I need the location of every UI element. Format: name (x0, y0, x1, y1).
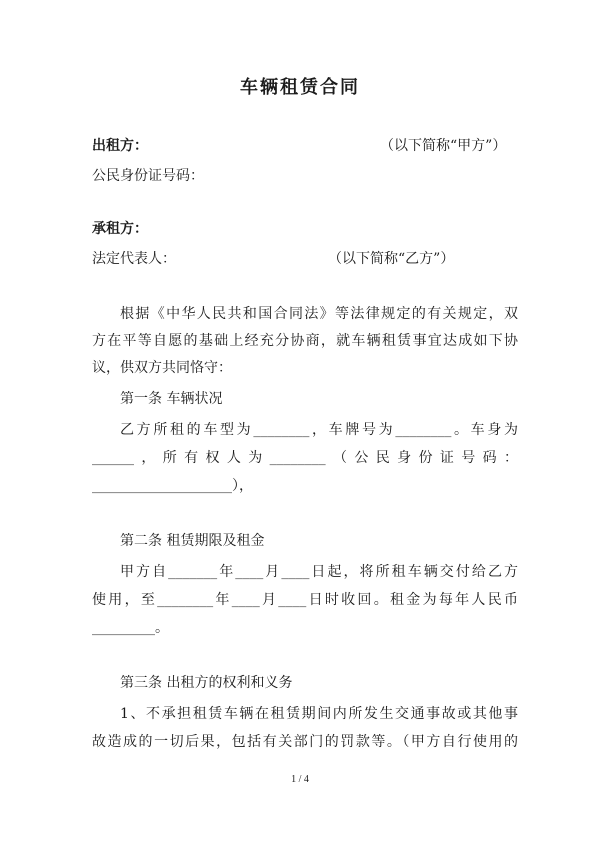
lessor-alias: （以下简称“甲方”） (380, 138, 507, 154)
lessor-id-label: 公民身份证号码： (92, 168, 204, 184)
lessee-alias: （以下简称“乙方”） (328, 251, 455, 267)
lessor-label: 出租方： (92, 138, 148, 154)
article-1-heading: 第一条 车辆状况 (120, 391, 223, 407)
article-1-line-3: ____________________）， (92, 478, 253, 494)
intro-line-2: 方在平等自愿的基础上经充分协商，就车辆租赁事宜达成如下协 (92, 333, 518, 349)
page-number: 1 / 4 (291, 774, 309, 785)
lessee-label: 承租方： (92, 221, 148, 237)
article-2-line-2: 使用，至________年____月____日时收回。租金为每年人民币 (92, 592, 518, 608)
article-3-line-2: 故造成的一切后果，包括有关部门的罚款等。（甲方自行使用的 (92, 734, 518, 750)
article-2-line-3: _________。 (92, 620, 169, 636)
intro-line-1: 根据《中华人民共和国合同法》等法律规定的有关规定，双 (120, 306, 518, 322)
article-1-line-2: ______，所有权人为________（公民身份证号码： (92, 450, 518, 466)
intro-line-3: 议，供双方共同恪守： (92, 360, 232, 376)
article-2-line-1: 甲方自_______年____月____日起，将所租车辆交付给乙方 (120, 564, 518, 580)
article-2-heading: 第二条 租赁期限及租金 (120, 533, 265, 549)
article-1-line-1: 乙方所租的车型为________，车牌号为________。车身为 (120, 422, 518, 438)
article-3-line-1: 1、不承担租赁车辆在租赁期间内所发生交通事故或其他事 (120, 706, 518, 722)
lessee-rep-label: 法定代表人： (92, 251, 176, 267)
article-3-heading: 第三条 出租方的权利和义务 (120, 675, 293, 691)
contract-title: 车辆租赁合同 (240, 77, 360, 98)
